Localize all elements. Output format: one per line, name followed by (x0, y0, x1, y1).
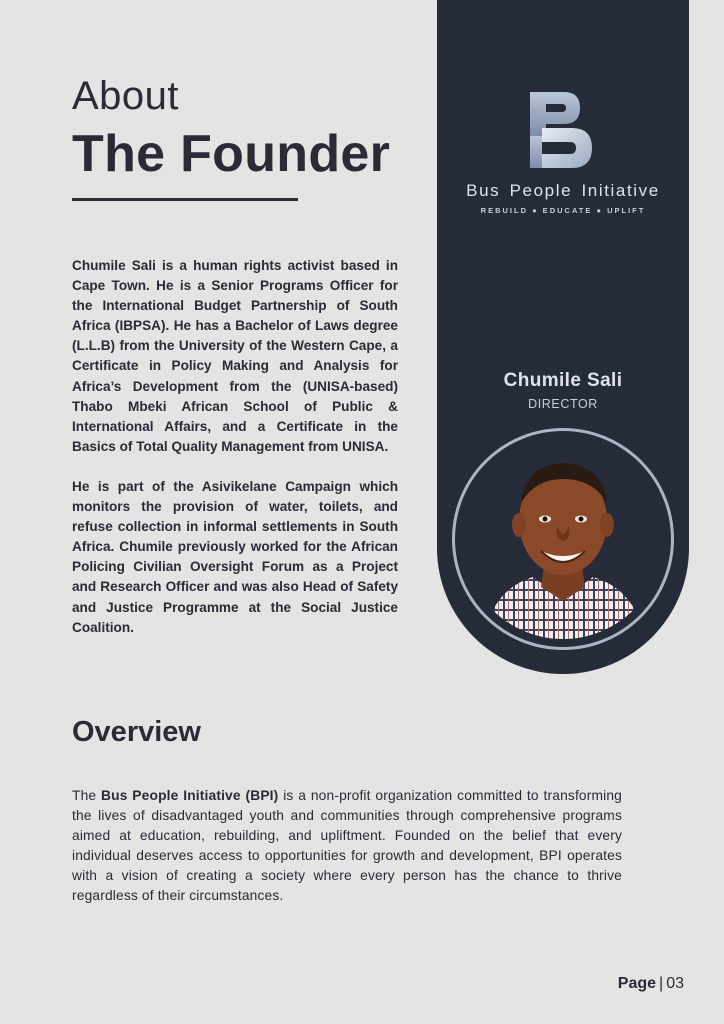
founder-bio (72, 256, 398, 638)
founder-name: Chumile Sali (503, 370, 623, 391)
overview-body: is a non-profit organization committed to transforming the lives of disadvantaged youth and communities through comprehensive programs aimed at education, rebuilding, and upliftment. Founded on the belief that every individual deserves access to opportunities for growth and development, BPI operates with a vision of creating a society where every person has the chance to thrive regardless of their circumstances. (72, 788, 622, 904)
heading-about: About (72, 74, 180, 118)
page-number (618, 975, 684, 993)
bio-paragraph-1: Chumile Sali is a human rights activist based in Cape Town. He is a Senior Programs Officer for the International Budget Partnership of South Africa (IBPSA). He has a Bachelor of Laws degree (L.L.B) from the University of the Western Cape, a Certificate in Policy Making and Analysis for Africa’s Development from the (UNISA-based) Thabo Mbeki African School of Public & International Affairs, and a Certificate in the Basics of Total Quality Management from UNISA. (72, 258, 398, 454)
organization-name: Bus People Initiative (466, 181, 660, 200)
heading-the-founder: The Founder (72, 125, 391, 183)
overview-lead: The (72, 788, 102, 803)
page-separator: | (659, 975, 664, 992)
overview-paragraph (72, 786, 622, 907)
founder-portrait (463, 439, 663, 639)
overview-org-name: Bus People Initiative (BPI) (101, 788, 279, 803)
page-label: Page (617, 975, 657, 992)
overview-title: Overview (72, 716, 201, 748)
bpi-monogram-icon (528, 88, 594, 170)
bio-paragraph-2: He is part of the Asivikelane Campaign which monitors the provision of water, toilets, and refuse collection in informal settlements in South Africa. Chumile previously worked for the African Policing Civilian Oversight Forum as a Project and Research Officer and was also Head of Safety and Justice Programme at the Social Justice Coalition. (72, 478, 398, 635)
page-number-value: 03 (666, 975, 684, 992)
founder-photo-frame (452, 428, 674, 650)
founder-role: DIRECTOR (528, 397, 598, 411)
heading-underline (72, 198, 298, 201)
organization-tagline: REBUILD ● EDUCATE ● UPLIFT (480, 206, 646, 215)
